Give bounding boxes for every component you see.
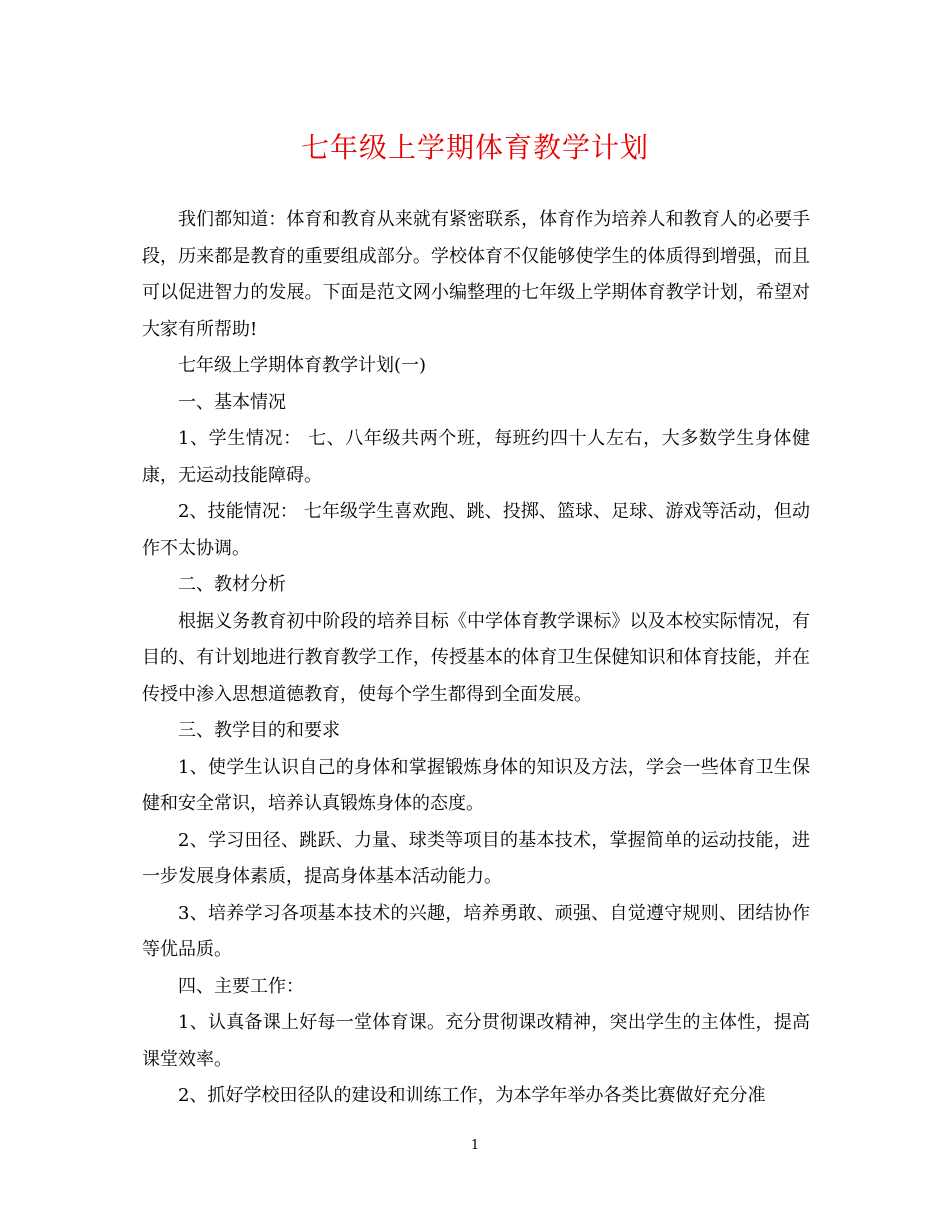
section-heading-main-work: 四、主要工作： <box>178 975 304 997</box>
goal-item-1: 1、使学生认识自己的身体和掌握锻炼身体的知识及方法，学会一些体育卫生保健和安全常识，培养认真锻炼身体的态度。 <box>142 756 810 814</box>
work-item-2: 2、抓好学校田径队的建设和训练工作，为本学年举办各类比赛做好充分准 <box>178 1085 766 1106</box>
goal-item-3: 3、培养学习各项基本技术的兴趣，培养勇敢、顽强、自觉遵守规则、团结协作等优品质。 <box>142 902 810 960</box>
document-title: 七年级上学期体育教学计划 <box>300 131 649 164</box>
student-situation-paragraph: 1、学生情况： 七、八年级共两个班，每班约四十人左右，大多数学生身体健康，无运动技能障碍。 <box>142 428 810 486</box>
plan-subtitle: 七年级上学期体育教学计划(一) <box>178 355 427 376</box>
section-heading-basic-situation: 一、基本情况 <box>178 391 286 413</box>
skill-situation-paragraph: 2、技能情况： 七年级学生喜欢跑、跳、投掷、篮球、足球、游戏等活动，但动作不太协调。 <box>142 501 810 559</box>
page-number: 1 <box>470 1138 480 1153</box>
work-item-1: 1、认真备课上好每一堂体育课。充分贯彻课改精神，突出学生的主体性，提高课堂效率。 <box>142 1012 810 1070</box>
material-analysis-paragraph: 根据义务教育初中阶段的培养目标《中学体育教学课标》以及本校实际情况，有目的、有计划地进行教育教学工作，传授基本的体育卫生保健知识和体育技能，并在传授中渗入思想道德教育，使每个学生都得到全面发展。 <box>142 610 810 705</box>
document-body <box>142 202 810 1115</box>
section-heading-material-analysis: 二、教材分析 <box>178 574 286 595</box>
intro-paragraph: 我们都知道：体育和教育从来就有紧密联系，体育作为培养人和教育人的必要手段，历来都是教育的重要组成部分。学校体育不仅能够使学生的体质得到增强，而且可以促进智力的发展。下面是范文网小编整理的七年级上学期体育教学计划，希望对大家有所帮助! <box>142 209 810 340</box>
goal-item-2: 2、学习田径、跳跃、力量、球类等项目的基本技术，掌握简单的运动技能，进一步发展身体素质，提高身体基本活动能力。 <box>142 829 810 887</box>
section-heading-goals: 三、教学目的和要求 <box>178 720 340 741</box>
